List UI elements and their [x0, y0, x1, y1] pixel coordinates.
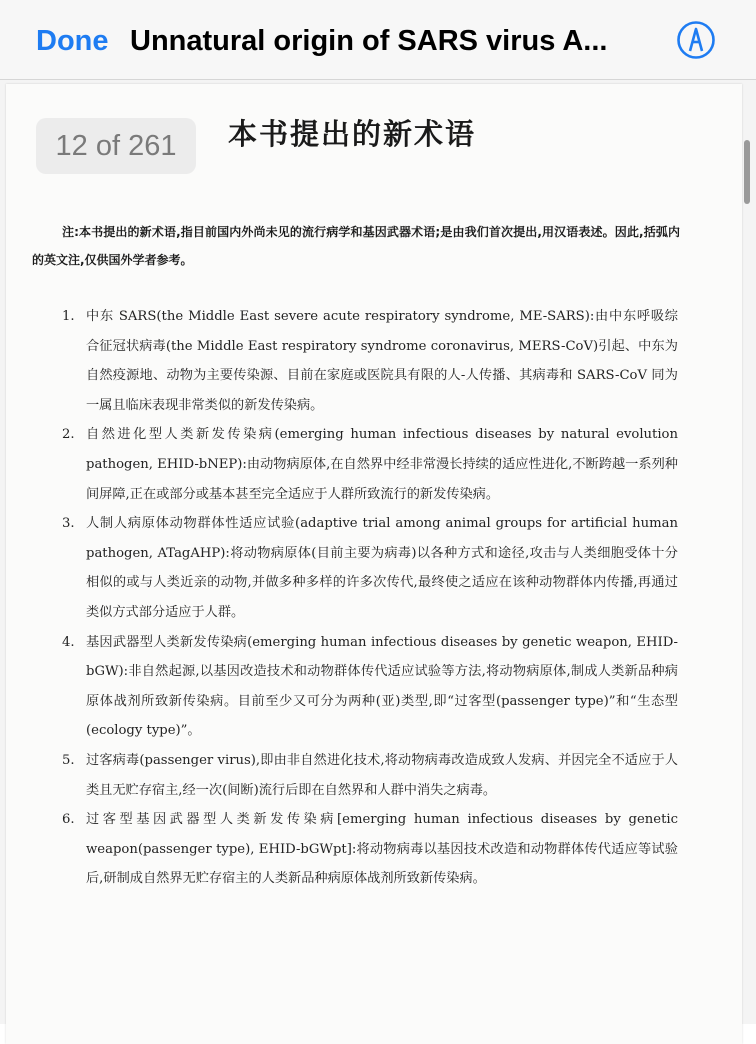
term-number: 6. — [62, 812, 75, 828]
term-number: 1. — [62, 309, 75, 324]
term-item — [62, 805, 678, 894]
term-number: 5. — [62, 752, 75, 768]
term-number: 2. — [62, 427, 75, 443]
term-text: 过客型基因武器型人类新发传染病[emerging human infectious diseases by genetic weapon(passenger type), EHID-bGWpt]:将动物病毒以基因技术改造和动物群体传代适应等试验后,研制成自然界无贮存宿主的人类新品种病原体战剂所致新传染病。 — [86, 812, 678, 887]
term-item — [62, 302, 678, 420]
term-item — [62, 746, 678, 805]
page-heading: 本书提出的新术语 — [228, 117, 477, 151]
term-text: 自然进化型人类新发传染病(emerging human infectious diseases by natural evolution pathogen, EHID-bNEP):由动物病原体,在自然界中经非常漫长持续的适应性进化,不断跨越一系列种间屏障,正在或部分或基本甚至完全适应于人群所致流行的新发传染病。 — [86, 427, 678, 502]
document-title: Unnatural origin of SARS virus A... — [130, 25, 608, 57]
term-text: 基因武器型人类新发传染病(emerging human infectious diseases by genetic weapon, EHID-bGW):非自然起源,以基因改造技术和动物群体传代适应试验等方法,将动物病原体,制成人类新品种病原体战剂所致新传染病。目前至少又可分为两种(亚)类型,即“过客型(passenger type)”和“生态型(ecology type)”。 — [86, 634, 678, 739]
term-item — [62, 509, 678, 627]
term-number: 4. — [62, 634, 75, 650]
done-button[interactable]: Done — [36, 25, 109, 57]
page-counter: 12 of 261 — [36, 118, 196, 174]
navigation-bar — [0, 0, 756, 80]
page-note: 注:本书提出的新术语,指目前国内外尚未见的流行病学和基因武器术语;是由我们首次提出,用汉语表述。因此,括弧内的英文注,仅供国外学者参考。 — [32, 225, 680, 267]
term-text: 过客病毒(passenger virus),即由非自然进化技术,将动物病毒改造成致人发病、并因完全不适应于人类且无贮存宿主,经一次(间断)流行后即在自然界和人群中消失之病毒。 — [86, 752, 678, 798]
term-item — [62, 420, 678, 509]
term-item — [62, 628, 678, 746]
scroll-indicator[interactable] — [744, 140, 750, 204]
markup-pen-icon[interactable] — [676, 20, 716, 60]
term-number: 3. — [62, 516, 75, 532]
term-list — [62, 302, 678, 894]
term-text: 人制人病原体动物群体性适应试验(adaptive trial among animal groups for artificial human pathogen, ATagAHP):将动物病原体(目前主要为病毒)以各种方式和途径,攻击与人类细胞受体十分相似的或与人类近亲的动物,并做多种多样的许多次传代,最终使之适应在该种动物群体内传播,再通过类似方式部分适应于人群。 — [86, 516, 678, 620]
term-text: 中东 SARS(the Middle East severe acute respiratory syndrome, ME-SARS):由中东呼吸综合征冠状病毒(the Middle East respiratory syndrome coronavirus, MERS-CoV)引起、中东为自然疫源地、动物为主要传染源、目前在家庭或医院具有限的人-人传播、其病毒和 SARS-CoV 同为一属且临床表现非常类似的新发传染病。 — [86, 309, 678, 413]
